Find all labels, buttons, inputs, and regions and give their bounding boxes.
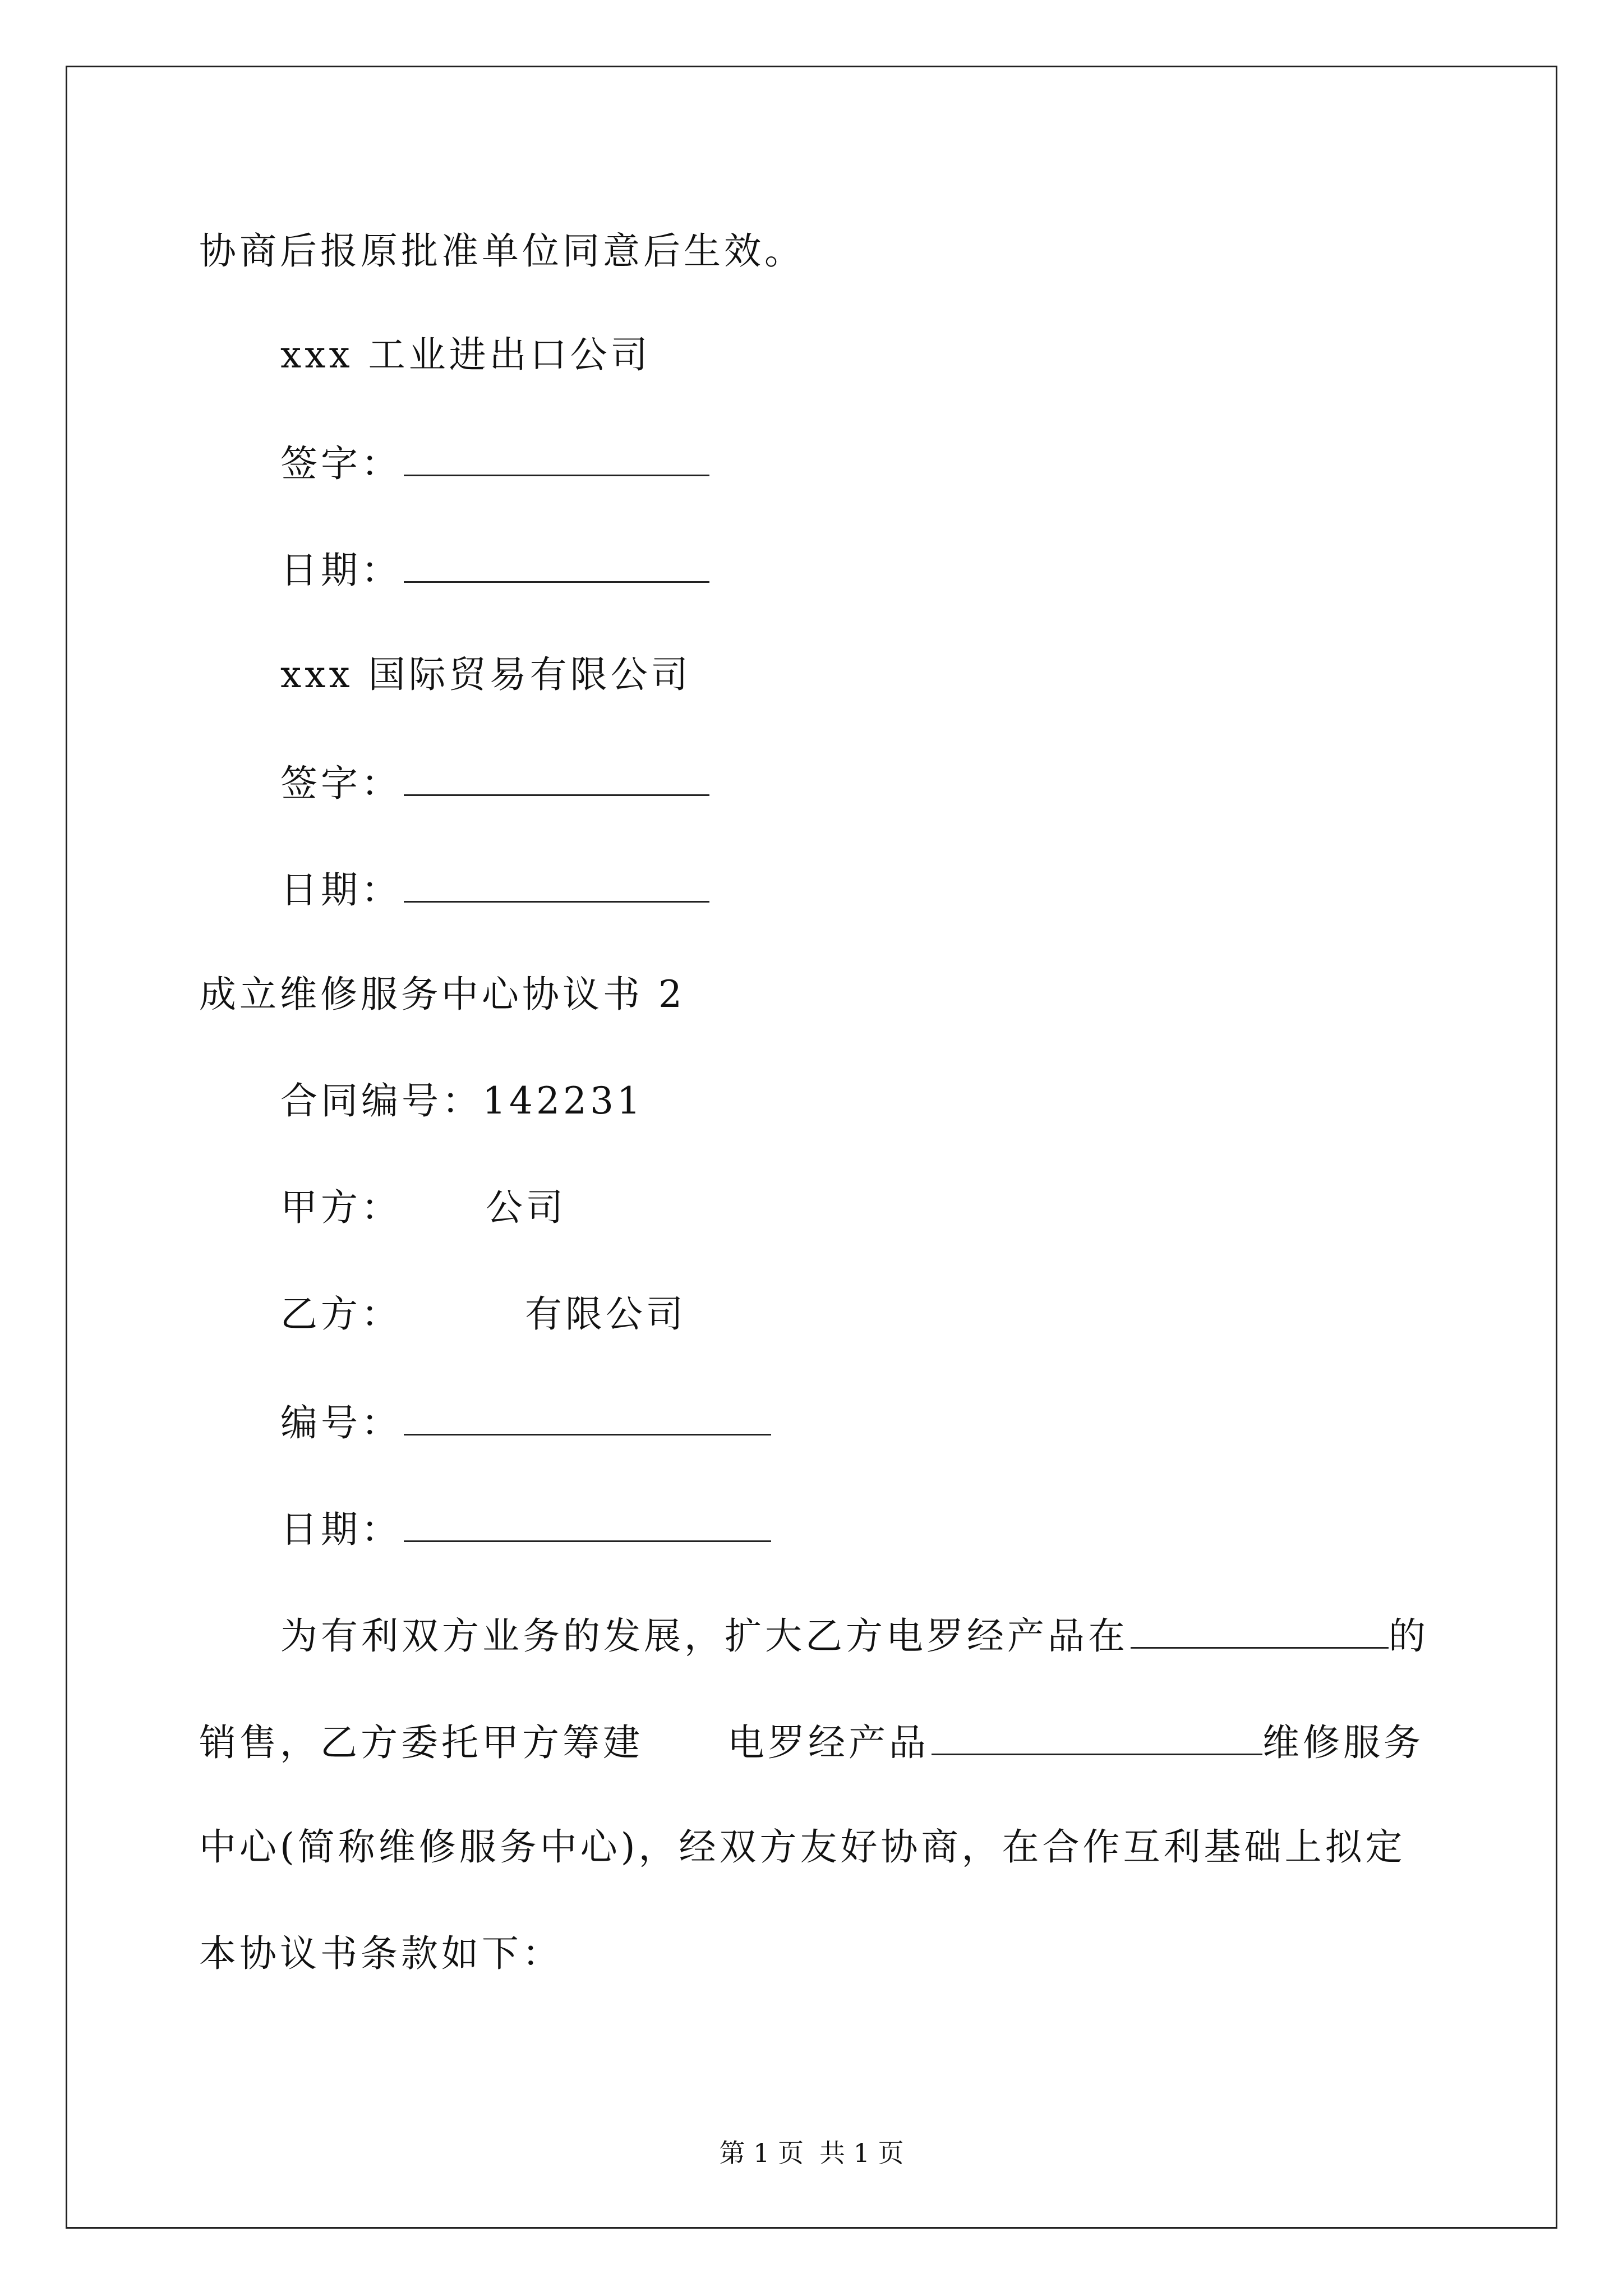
- page-total: 共 1 页: [819, 2138, 904, 2168]
- number-blank: [404, 1402, 771, 1435]
- company-name-2: xxx 国际贸易有限公司: [280, 653, 691, 696]
- section-title: 成立维修服务中心协议书 2: [199, 973, 685, 1016]
- signature-blank-1: [404, 443, 709, 476]
- date-line-2: 日期：: [280, 869, 709, 909]
- paragraph-line-3: 中心(简称维修服务中心)，经双方友好协商，在合作互利基础上拟定: [199, 1825, 1406, 1869]
- number-line: 编号：: [280, 1402, 771, 1442]
- signature-blank-2: [404, 763, 709, 796]
- region-blank: [1131, 1616, 1389, 1649]
- page-footer: [0, 2140, 1623, 2166]
- signature-line-1: 签字：: [280, 443, 709, 482]
- paragraph-line-1: 为有利双方业务的发展，扩大乙方电罗经产品在 的: [280, 1614, 1429, 1658]
- paragraph-line-4: 本协议书条款如下：: [199, 1932, 562, 1975]
- date-line-3: 日期：: [280, 1509, 771, 1548]
- company-name-1: xxx 工业进出口公司: [280, 333, 651, 376]
- contract-number: 合同编号：142231: [280, 1079, 644, 1122]
- page-number: 第 1 页: [719, 2138, 804, 2168]
- date-blank-3: [404, 1509, 771, 1542]
- product-blank: [932, 1722, 1262, 1755]
- paragraph-line-2: 销售，乙方委托甲方筹建 电罗经产品 维修服务: [199, 1721, 1424, 1764]
- party-b-line: 乙方： 有限公司: [280, 1292, 686, 1336]
- signature-line-2: 签字：: [280, 763, 709, 802]
- date-blank-1: [404, 550, 709, 583]
- text-line-effective: 协商后报原批准单位同意后生效。: [199, 229, 805, 273]
- date-line-1: 日期：: [280, 550, 709, 589]
- party-a-line: 甲方： 公司: [280, 1186, 566, 1229]
- page-border: [66, 66, 1557, 2229]
- date-blank-2: [404, 869, 709, 903]
